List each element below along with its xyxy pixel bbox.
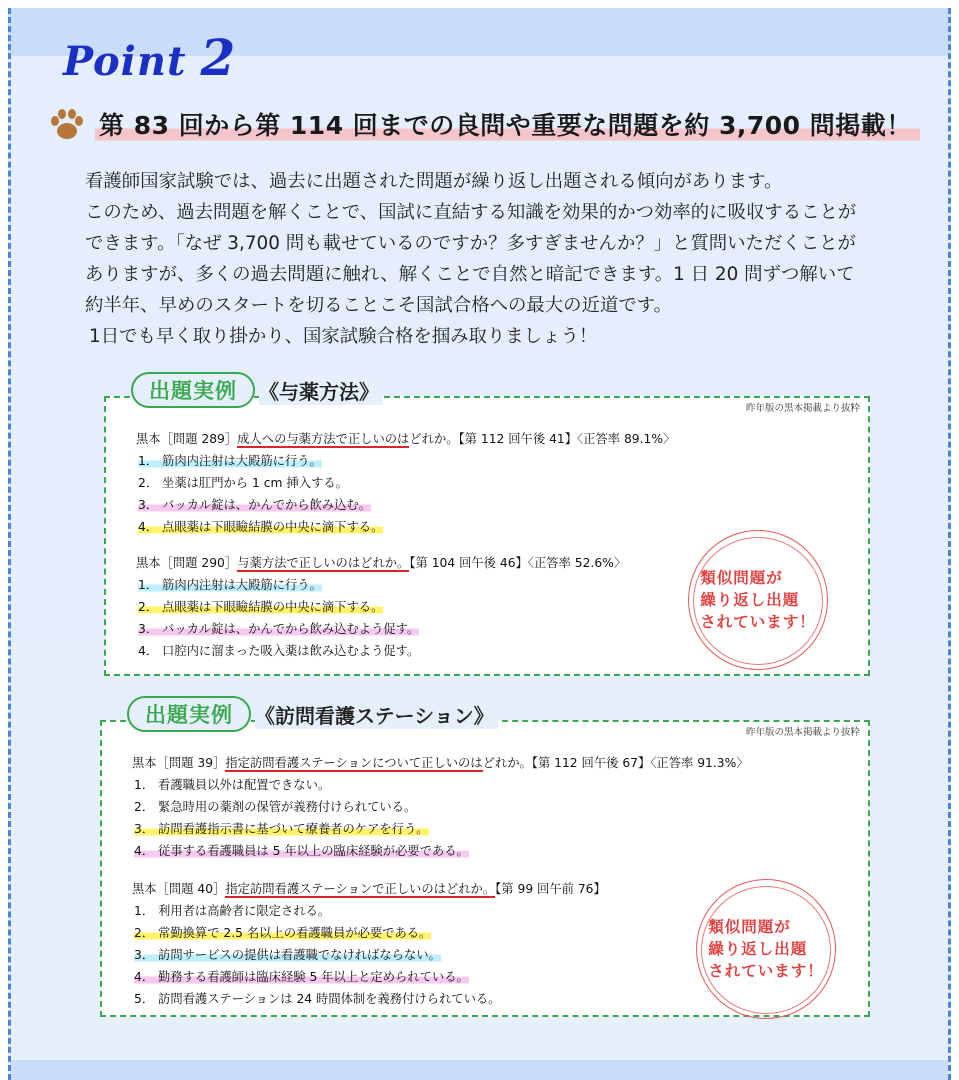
question-block — [136, 552, 626, 662]
answer-option: 3． バッカル錠は、かんでから飲み込む。 — [138, 498, 372, 512]
intro-line: このため、過去問題を解くことで、国試に直結する知識を効果的かつ効率的に吸収することが — [85, 202, 857, 223]
question-meta: どれか。【第 112 回午後 67】〈正答率 91.3%〉 — [482, 756, 749, 770]
answer-option: 2． 点眼薬は下眼瞼結膜の中央に滴下する。 — [138, 600, 384, 614]
point-label: Point — [63, 38, 187, 85]
example-box-1 — [104, 396, 870, 676]
source-note: 昨年版の黒本掲載より抜粋 — [745, 727, 860, 738]
answer-option: 2． 坐薬は肛門から 1 cm 挿入する。 — [138, 476, 348, 490]
question-stem — [132, 752, 749, 774]
question-key-phrase: 指定訪問看護ステーションについて正しいのは — [225, 756, 483, 770]
intro-paragraph — [85, 166, 935, 352]
intro-line: できます。「なぜ 3,700 問も載せているのですか？多すぎませんか？」と質問いただくことが — [85, 233, 856, 254]
question-meta: 【第 104 回午後 46】〈正答率 52.6%〉 — [409, 556, 627, 570]
question-meta: どれか。【第 112 回午後 41】〈正答率 89.1%〉 — [409, 432, 676, 446]
example-box-2 — [100, 720, 870, 1017]
answer-option: 1． 利用者は高齢者に限定される。 — [134, 904, 331, 918]
answer-option: 3． バッカル錠は、かんでから飲み込むよう促す。 — [138, 622, 420, 636]
example-topic: 《与薬方法》 — [259, 376, 383, 405]
answer-option: 3． 訪問サービスの提供は看護職でなければならない。 — [134, 948, 441, 962]
intro-line: ありますが、多くの過去問題に触れ、解くことで自然と暗記できます。1 日 20 問ずつ解いて — [85, 264, 855, 285]
intro-line: 看護師国家試験では、過去に出題された問題が繰り返し出題される傾向があります。 — [85, 171, 783, 192]
question-stem — [132, 878, 606, 900]
paw-icon — [47, 104, 87, 144]
repeat-stamp — [696, 879, 836, 1019]
question-block — [132, 752, 749, 862]
question-number: 黒本［問題 289］ — [136, 432, 238, 446]
stamp-text: 類似問題が 繰り返し出題 されています！ — [708, 918, 824, 980]
example-header-1 — [131, 372, 383, 408]
answer-option: 4． 口腔内に溜まった吸入薬は飲み込むよう促す。 — [138, 644, 420, 658]
intro-line: 1日でも早く取り掛かり、国家試験合格を掴み取りましょう！ — [89, 326, 598, 347]
answer-option: 4． 点眼薬は下眼瞼結膜の中央に滴下する。 — [138, 520, 384, 534]
question-key-phrase: 与薬方法で正しいのはどれか。 — [237, 556, 410, 570]
example-pill: 出題実例 — [127, 696, 251, 732]
example-pill: 出題実例 — [131, 372, 255, 408]
answer-option: 5． 訪問看護ステーションは 24 時間体制を義務付けられている。 — [134, 992, 501, 1006]
answer-option: 1． 看護職員以外は配置できない。 — [134, 778, 331, 792]
page-frame — [8, 8, 951, 1080]
question-number: 黒本［問題 39］ — [132, 756, 226, 770]
question-number: 黒本［問題 40］ — [132, 882, 226, 896]
answer-option: 2． 緊急時用の薬剤の保管が義務付けられている。 — [134, 800, 417, 814]
answer-option: 2． 常勤換算で 2.5 名以上の看護職員が必要である。 — [134, 926, 432, 940]
answer-option: 1． 筋肉内注射は大殿筋に行う。 — [138, 454, 322, 468]
bottom-band — [11, 1060, 948, 1080]
question-key-phrase: 指定訪問看護ステーションで正しいのはどれか。 — [225, 882, 496, 896]
repeat-stamp — [688, 530, 828, 670]
answer-option: 3． 訪問看護指示書に基づいて療養者のケアを行う。 — [134, 822, 429, 836]
question-key-phrase: 成人への与薬方法で正しいのは — [237, 432, 410, 446]
question-block — [136, 428, 675, 538]
question-block — [132, 878, 606, 1010]
point-title — [63, 28, 236, 87]
answer-option: 4． 従事する看護職員は 5 年以上の臨床経験が必要である。 — [134, 844, 469, 858]
answer-option: 4． 勤務する看護師は臨床経験 5 年以上と定められている。 — [134, 970, 469, 984]
headline — [47, 104, 947, 144]
intro-line: 約半年、早めのスタートを切ることこそ国試合格への最大の近道です。 — [85, 295, 673, 316]
answer-option: 1． 筋肉内注射は大殿筋に行う。 — [138, 578, 322, 592]
headline-text: 第 83 回から第 114 回までの良問や重要な問題を約 3,700 問掲載！ — [95, 106, 920, 142]
question-stem — [136, 428, 675, 450]
stamp-text: 類似問題が 繰り返し出題 されています！ — [700, 569, 816, 631]
question-stem — [136, 552, 626, 574]
source-note: 昨年版の黒本掲載より抜粋 — [745, 403, 860, 414]
point-number: 2 — [200, 28, 237, 87]
question-number: 黒本［問題 290］ — [136, 556, 238, 570]
question-meta: 【第 99 回午前 76】 — [495, 882, 606, 896]
example-header-2 — [127, 696, 498, 732]
example-topic: 《訪問看護ステーション》 — [255, 700, 498, 729]
